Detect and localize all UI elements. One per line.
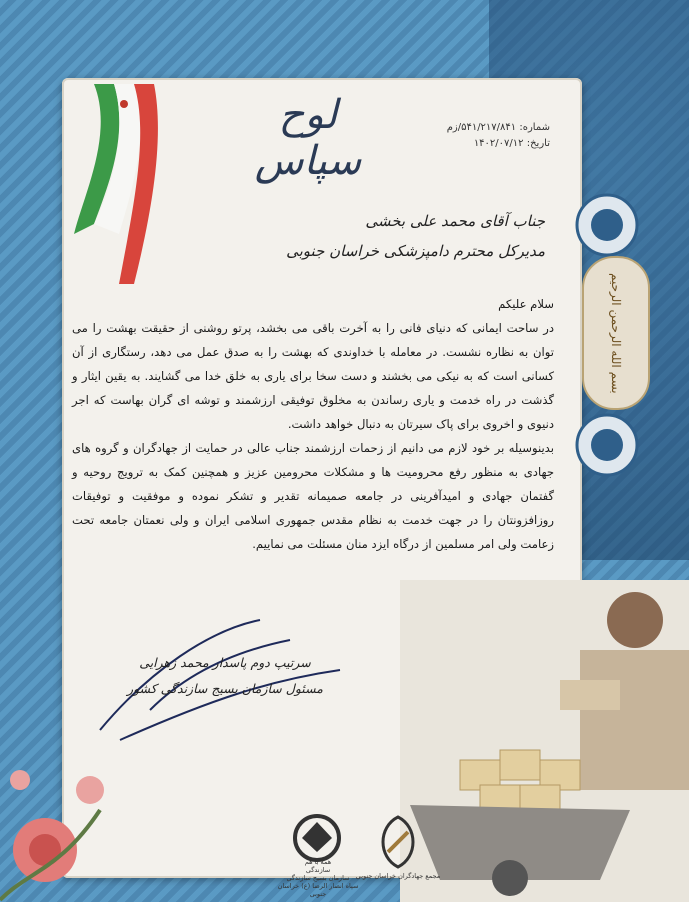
signer-name: سرتیپ دوم پاسدار محمد زهرایی — [139, 655, 311, 670]
document-meta — [410, 120, 550, 152]
date-label: تاریخ: — [526, 138, 550, 149]
signer-block — [110, 650, 340, 702]
paragraph-2: بدینوسیله بر خود لازم می دانیم از زحمات ارزشمند جناب عالی در حمایت از جهادگران و گروه های جهادی به منظور رفع محرومیت ها و مشکلات محرومین عزیز و همچنین کمک به ترویج روحیه و گفتمان جهادی و امیدآفرینی در جامعه صمیمانه تقدیر و تشکر نموده و موفقیت و توفیقات روزافزونتان را در جهت خدمت به نظام مقدس جمهوری اسلامی ایران و ولی نعمتان جامعه تحت زعامت ولی امر مسلمین از درگاه ایزد منان مسئلت می نماییم. — [72, 441, 554, 551]
bismillah-panel — [582, 256, 650, 410]
recipient-title: مدیرکل محترم دامپزشکی خراسان جنوبی — [286, 242, 545, 260]
iran-flag-ribbon-icon — [74, 74, 164, 294]
ornament-medallion-icon — [572, 190, 642, 260]
document-date — [410, 136, 550, 152]
letter-body — [72, 292, 554, 556]
number-value: ۵۴۱/۲۱۷/۸۴۱/زم — [446, 122, 517, 133]
flower-decoration-icon — [0, 750, 110, 902]
greeting: سلام علیکم — [498, 297, 554, 311]
document-number — [410, 120, 550, 136]
recipient-name: جناب آقای محمد علی بخشی — [365, 212, 545, 230]
paragraph-1: در ساحت ایمانی که دنیای فانی را به آخرت باقی می بخشد، پرتو روشنی از حقیقت بهشت را می توان به نظاره نشست. در معامله با خداوندی که بهشت را به صدق عمل می دهد، رستگاری از آن کسانی است که به نیکی می بخشند و دست سخا برای یاری به خلق خدا می گشایند. به یقین ایثار و گذشت در راه خدمت و یاری رساندن به مخلوق توفیقی ارزشمند و توشه ای گران بهاست که اجر دنیوی و اخروی برای پاک سیرتان به دنبال خواهد داشت. — [72, 321, 554, 431]
worker-photo — [400, 580, 689, 902]
number-label: شماره: — [519, 122, 550, 133]
recipient-block — [220, 212, 545, 260]
logo-text-line: سپاه انصار الرضا (ع) خراسان جنوبی — [277, 882, 359, 898]
ornament-medallion-icon — [572, 410, 642, 480]
date-value: ۱۴۰۲/۰۷/۱۲ — [473, 138, 524, 149]
logo-text-line: سازندگی — [305, 866, 331, 874]
bismillah-text: بسم الله الرحمن الرحیم — [609, 272, 623, 394]
logo-text-line: همه با هم — [304, 858, 332, 866]
jahadgaran-logo-text: مجمع جهادگران خراسان جنوبی — [355, 872, 441, 880]
signer-position: مسئول سازمان بسیج سازندگی کشور — [127, 681, 323, 696]
jahadgaran-logo-icon — [368, 812, 428, 872]
logo-text-line: سازمان بسیج سازندگی — [286, 874, 350, 882]
page-title: لوح سپاس — [254, 92, 362, 184]
